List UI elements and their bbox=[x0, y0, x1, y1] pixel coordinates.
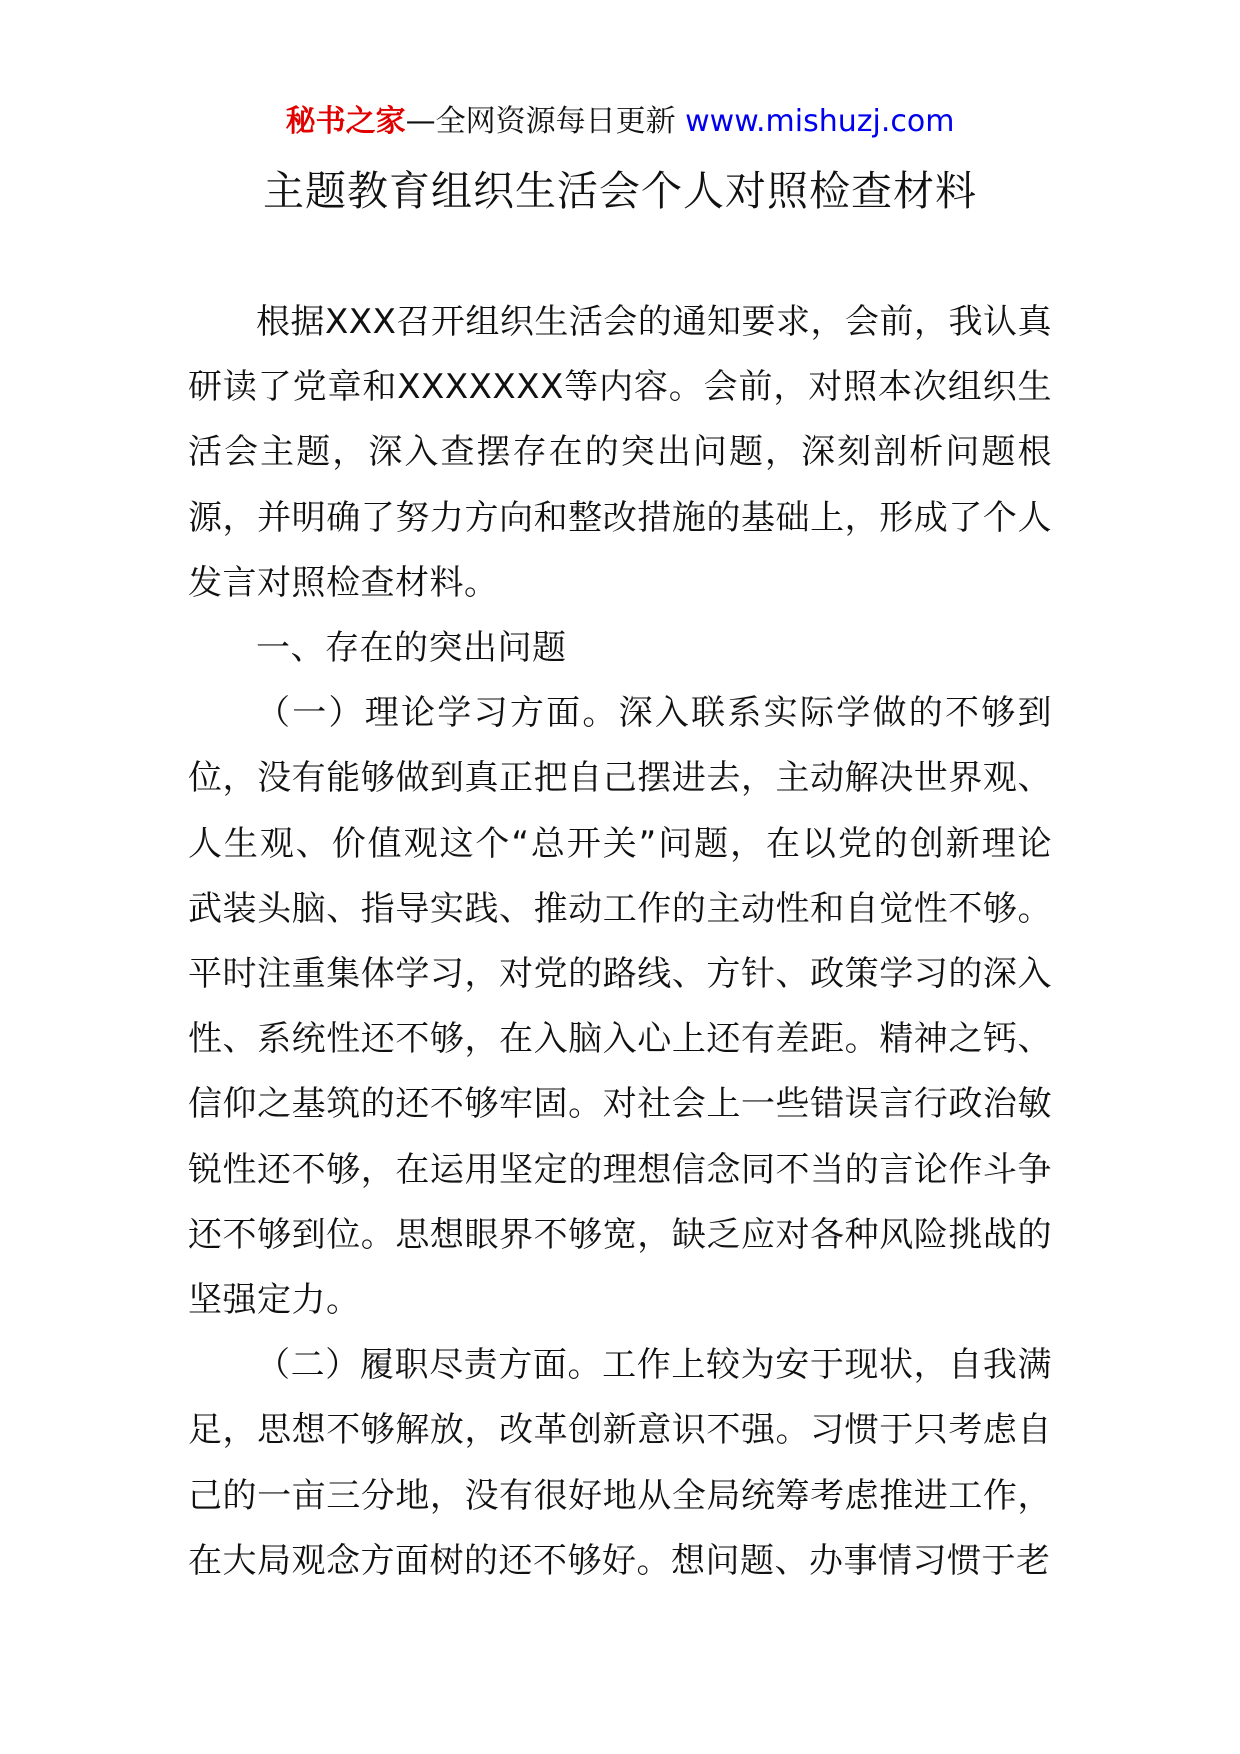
theory-study-paragraph: （一）理论学习方面。深入联系实际学做的不够到位，没有能够做到真正把自己摆进去，主动解决世界观、人生观、价值观这个“总开关”问题，在以党的创新理论武装头脑、指导实践、推动工作的主动性和自觉性不够。平时注重集体学习，对党的路线、方针、政策学习的深入性、系统性还不够，在入脑入心上还有差距。精神之钙、信仰之基筑的还不够牢固。对社会上一些错误言行政治敏锐性还不够，在运用坚定的理想信念同不当的言论作斗争还不够到位。思想眼界不够宽，缺乏应对各种风险挑战的坚强定力。 bbox=[188, 693, 1052, 1321]
site-url-link[interactable]: www.mishuzj.com bbox=[685, 104, 955, 139]
document-body bbox=[188, 290, 1052, 1594]
section-heading: 一、存在的突出问题 bbox=[256, 628, 567, 669]
intro-paragraph: 根据XXX召开组织生活会的通知要求，会前，我认真研读了党章和XXXXXXX等内容。会前，对照本次组织生活会主题，深入查摆存在的突出问题，深刻剖析问题根源，并明确了努力方向和整改措施的基础上，形成了个人发言对照检查材料。 bbox=[188, 302, 1052, 603]
document-title: 主题教育组织生活会个人对照检查材料 bbox=[263, 167, 977, 215]
header-slogan: —全网资源每日更新 bbox=[405, 104, 686, 139]
brand-name: 秘书之家 bbox=[285, 104, 406, 139]
duty-performance-paragraph: （二）履职尽责方面。工作上较为安于现状，自我满足，思想不够解放，改革创新意识不强。习惯于只考虑自己的一亩三分地，没有很好地从全局统筹考虑推进工作，在大局观念方面树的还不够好。想问题、办事情习惯于老 bbox=[188, 1345, 1052, 1581]
site-header bbox=[0, 102, 1240, 142]
